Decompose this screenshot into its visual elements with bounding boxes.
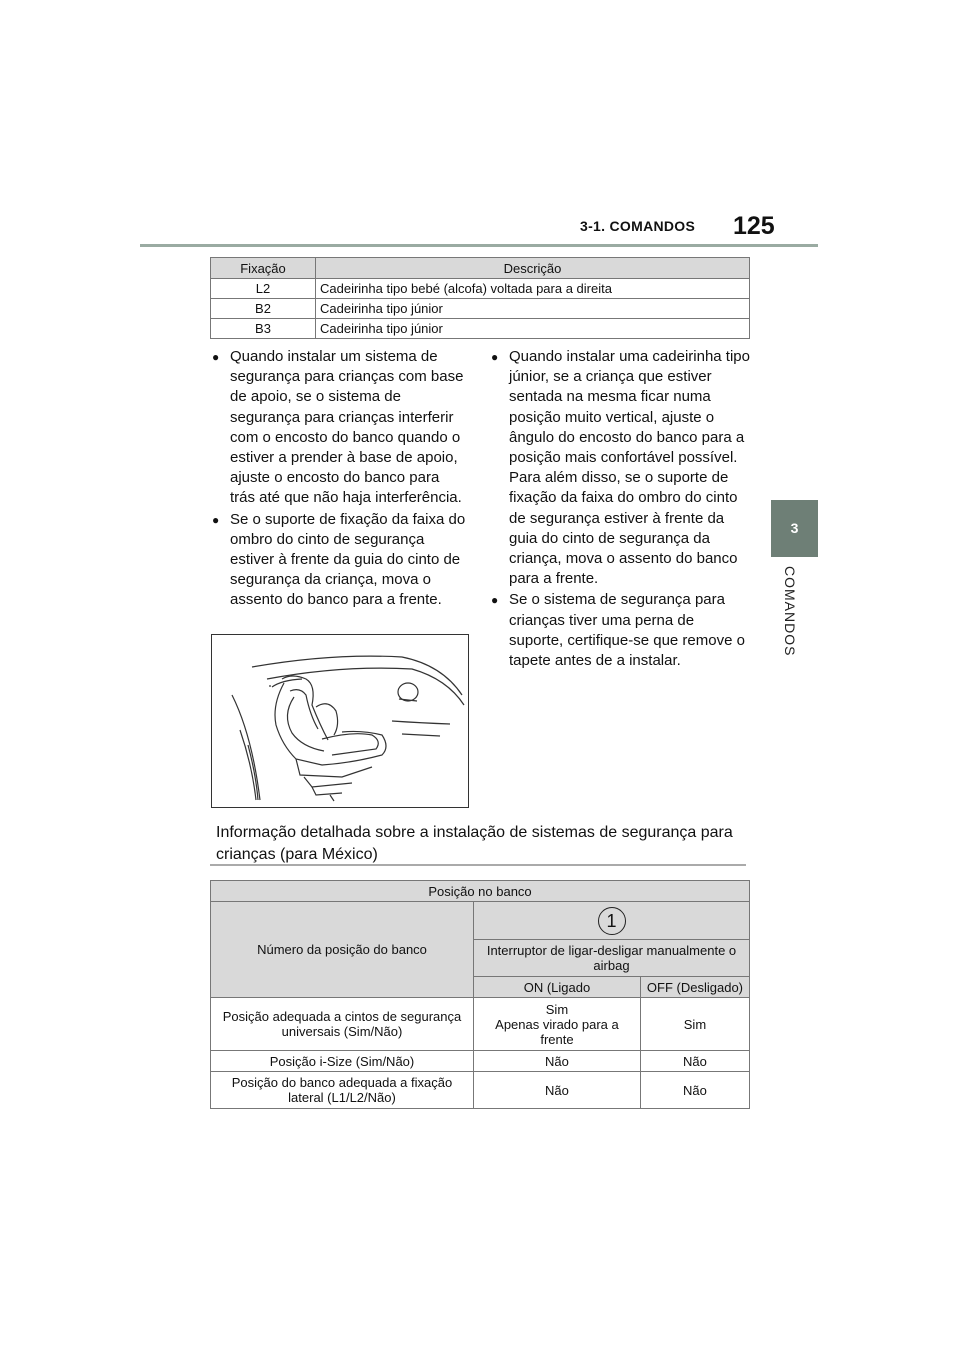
child-seat-illustration [211, 634, 469, 808]
table-row [211, 299, 750, 319]
table-row [211, 998, 750, 1051]
table-cell: B2 [211, 299, 316, 319]
section-title: 3-1. COMANDOS [580, 218, 696, 234]
attachment-table [210, 257, 750, 339]
table-header-cell: Descrição [316, 258, 750, 279]
info-divider [210, 864, 746, 866]
seat-position-table [210, 880, 750, 1109]
row-value-off: Não [640, 1072, 749, 1109]
right-column [491, 347, 751, 672]
table-cell: L2 [211, 279, 316, 299]
bullet-item: ● Quando instalar uma cadeirinha tipo júnior, se a criança que estiver sentada na mesma ficar numa posição muito vertical, ajuste o ângulo do encosto do banco para a posição mais confortável possível. Para além disso, se o suporte de fixação da faixa do ombro do cinto de segurança estiver à frente da guia do cinto de segurança da criança, mova o assento do banco para a frente. [491, 347, 751, 589]
table-cell: Cadeirinha tipo júnior [316, 319, 750, 339]
page-number: 125 [733, 212, 775, 240]
row-label: Posição adequada a cintos de segurança universais (Sim/Não) [211, 998, 474, 1051]
bullet-item: ● Se o sistema de segurança para crianças tiver uma perna de suporte, certifique-se que remove o tapete antes de a instalar. [491, 590, 751, 671]
table-row [211, 1072, 750, 1109]
position-number-label: Número da posição do banco [211, 902, 474, 998]
row-value-off: Sim [640, 998, 749, 1051]
left-column [212, 347, 467, 612]
table-row [211, 1051, 750, 1072]
table-title-cell: Posição no banco [211, 881, 750, 902]
position-badge-cell [474, 902, 750, 940]
chapter-label-text: COMANDOS [782, 566, 798, 657]
chapter-tab: 3 [771, 500, 818, 557]
bullet-item: ● Quando instalar um sistema de segurança para crianças com base de apoio, se o sistema de segurança para crianças interferir com o encosto do banco quando o estiver a prender à base de apoio, ajuste o encosto do banco para trás até que não haja interferência. [212, 347, 467, 509]
table-header-cell: Fixação [211, 258, 316, 279]
table-cell: B3 [211, 319, 316, 339]
row-value-on: Não [474, 1072, 641, 1109]
child-seat-drawing [212, 635, 468, 807]
table-row [211, 319, 750, 339]
position-number-badge: 1 [598, 907, 626, 935]
bullet-item: ● Se o suporte de fixação da faixa do ombro do cinto de segurança estiver à frente da guia do cinto de segurança da criança, mova o assento do banco para a frente. [212, 510, 467, 611]
row-label: Posição i-Size (Sim/Não) [211, 1051, 474, 1072]
column-on-label: ON (Ligado [474, 977, 641, 998]
row-value-on: Sim Apenas virado para a frente [474, 998, 641, 1051]
row-value-off: Não [640, 1051, 749, 1072]
table-cell: Cadeirinha tipo bebé (alcofa) voltada para a direita [316, 279, 750, 299]
chapter-label [770, 566, 818, 666]
table-row [211, 902, 750, 940]
airbag-switch-label: Interruptor de ligar-desligar manualmente o airbag [474, 940, 750, 977]
row-label: Posição do banco adequada a fixação lateral (L1/L2/Não) [211, 1072, 474, 1109]
table-cell: Cadeirinha tipo júnior [316, 299, 750, 319]
table-row [211, 881, 750, 902]
header-divider [140, 244, 818, 247]
table-header-row [211, 258, 750, 279]
info-heading: Informação detalhada sobre a instalação de sistemas de segurança para crianças (para México) [216, 824, 733, 863]
row-value-on: Não [474, 1051, 641, 1072]
table-row [211, 279, 750, 299]
column-off-label: OFF (Desligado) [640, 977, 749, 998]
